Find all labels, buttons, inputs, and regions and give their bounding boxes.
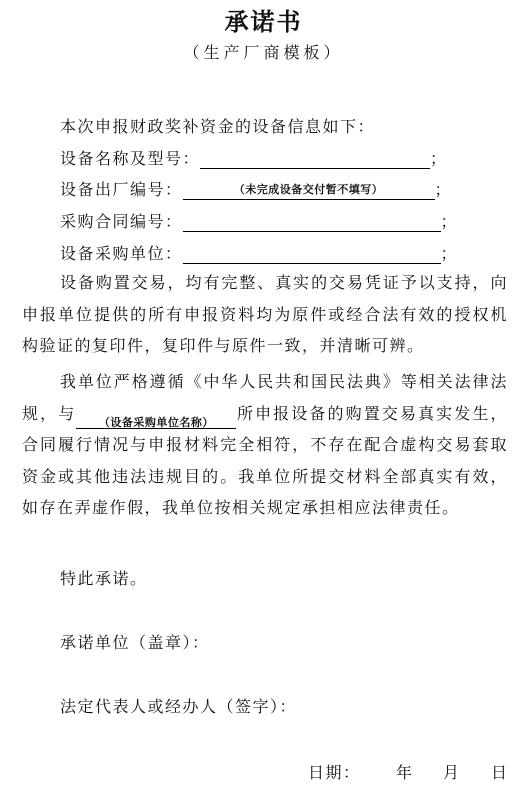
blank-purchasing-unit-name: （设备采购单位名称） (76, 408, 236, 429)
paragraph-transaction: 设备购置交易，均有完整、真实的交易凭证予以支持，向申报单位提供的所有申报资料均为原件或经合法有效的授权机构验证的复印件，复印件与原件一致，并清晰可辨。 (22, 273, 508, 355)
date-label: 日期： (308, 763, 361, 782)
field-end: ； (434, 180, 453, 199)
commitment-text-2: 所申报设备的购置交易真实发生，合同履行情况与申报材料完全相符，不存在配合虚构交易套取资金或其他违法违规目的。我单位所提交材料全部真实有效，如存在弄虚作假，我单位按相关规定承担相应法律责任。 (22, 403, 508, 517)
date-month: 月 (443, 763, 461, 782)
field-blank-device-name (200, 150, 430, 169)
field-label: 采购合同编号： (60, 212, 183, 231)
field-serial-number (60, 177, 452, 200)
document-title: 承诺书 (224, 7, 303, 36)
date-day: 日 (491, 763, 509, 782)
document-subtitle: （生产厂商模板） (183, 43, 344, 62)
field-end: ； (440, 212, 459, 231)
field-blank-purchasing-unit (183, 245, 441, 264)
field-label: 设备名称及型号： (60, 149, 201, 168)
field-end: ； (430, 149, 448, 168)
field-contract-number (60, 209, 458, 232)
field-end: ； (440, 244, 459, 263)
date-year: 年 (396, 763, 414, 782)
field-label: 设备出厂编号： (60, 180, 183, 199)
intro-text: 本次申报财政奖补资金的设备信息如下： (60, 117, 376, 136)
signature-unit-seal: 承诺单位（盖章）： (60, 633, 210, 652)
paragraph-commitment (22, 366, 508, 524)
field-blank-serial-number: （未完成设备交付暂不填写） (183, 181, 435, 200)
field-purchasing-unit (60, 241, 458, 264)
field-label: 设备采购单位： (60, 244, 183, 263)
field-blank-contract-number (183, 213, 441, 232)
signature-representative: 法定代表人或经办人（签字）： (60, 697, 298, 716)
closing-text: 特此承诺。 (60, 569, 148, 588)
field-device-name (60, 146, 448, 169)
commitment-text-1: 我单位严格遵循《中华人民共和国民法典》等相关法律法规，与 (22, 372, 508, 423)
